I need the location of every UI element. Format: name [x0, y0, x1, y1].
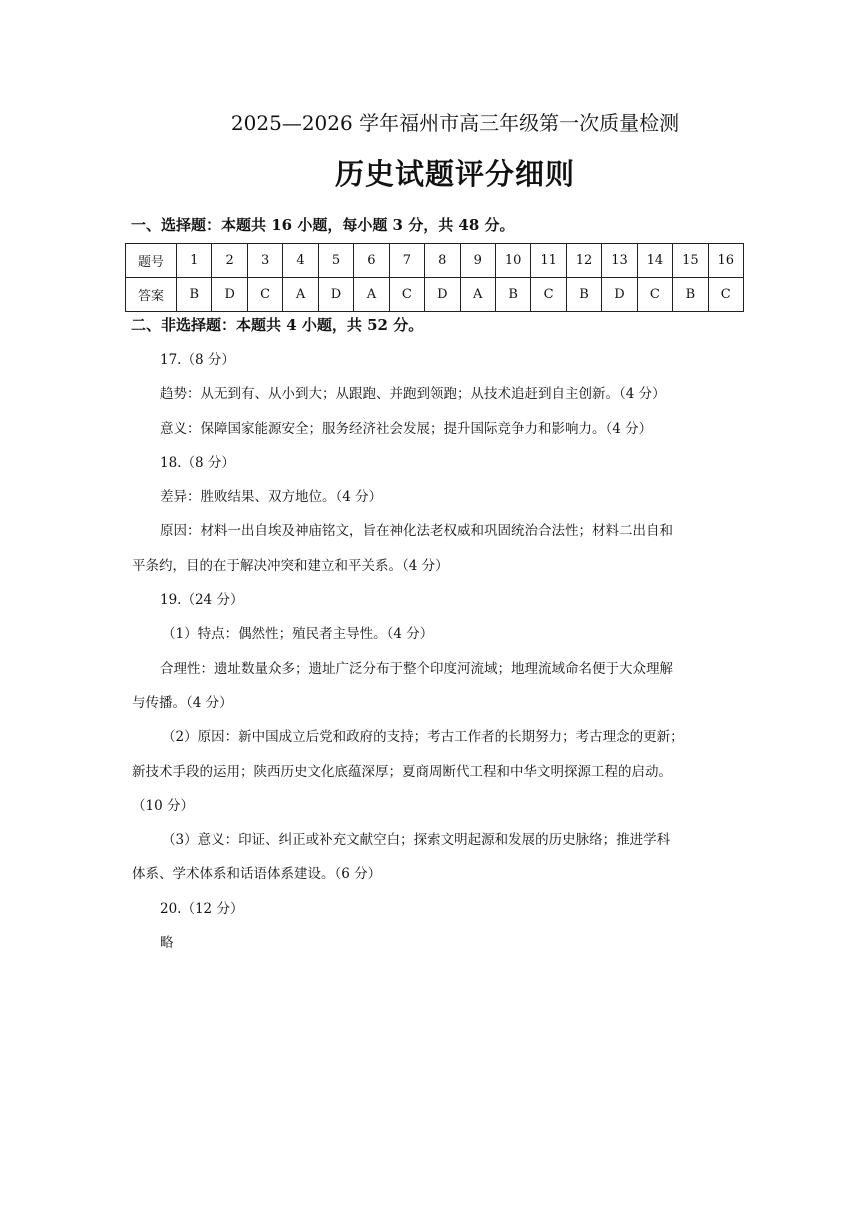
question-20-header: 20.（12 分） [160, 900, 244, 917]
table-cell: D [212, 278, 247, 312]
table-cell: B [673, 278, 708, 312]
table-cell: C [708, 278, 743, 312]
question-18-header: 18.（8 分） [160, 454, 235, 471]
section-heading-choice: 一、选择题：本题共 16 小题，每小题 3 分，共 48 分。 [131, 216, 515, 234]
table-cell: C [389, 278, 424, 312]
table-cell: 12 [566, 244, 601, 278]
answer-line: （10 分） [132, 797, 194, 814]
table-cell: A [354, 278, 389, 312]
table-cell: 7 [389, 244, 424, 278]
table-cell: 13 [602, 244, 637, 278]
table-cell: B [495, 278, 530, 312]
answer-line: 合理性：遗址数量众多；遗址广泛分布于整个印度河流域；地理流域命名便于大众理解 [160, 660, 673, 677]
answer-line: 平条约，目的在于解决冲突和建立和平关系。（4 分） [132, 557, 449, 574]
row-label-number: 题号 [126, 244, 177, 278]
answer-table [125, 243, 744, 312]
exam-title: 2025—2026 学年福州市高三年级第一次质量检测 [230, 111, 680, 135]
table-cell: B [566, 278, 601, 312]
answer-line: 与传播。（4 分） [132, 694, 233, 711]
table-cell: 14 [637, 244, 672, 278]
table-cell: 16 [708, 244, 743, 278]
answer-line: （1）特点：偶然性；殖民者主导性。（4 分） [162, 626, 434, 643]
table-cell: D [425, 278, 460, 312]
answer-line: 体系、学术体系和话语体系建设。（6 分） [132, 866, 382, 883]
table-cell: D [602, 278, 637, 312]
table-row-numbers [126, 244, 744, 278]
table-cell: A [460, 278, 495, 312]
question-17-header: 17.（8 分） [160, 352, 235, 368]
answer-line: （2）原因：新中国成立后党和政府的支持；考古工作者的长期努力；考古理念的更新； [162, 729, 684, 746]
table-cell: D [318, 278, 353, 312]
row-label-answer: 答案 [126, 278, 177, 312]
table-cell: 15 [673, 244, 708, 278]
table-cell: A [283, 278, 318, 312]
answer-line: 差异：胜败结果、双方地位。（4 分） [160, 489, 383, 506]
answer-line: 略 [160, 935, 174, 952]
document-title: 历史试题评分细则 [334, 157, 575, 191]
table-cell: B [177, 278, 212, 312]
table-cell: 2 [212, 244, 247, 278]
answer-body [132, 343, 738, 960]
table-cell: 8 [425, 244, 460, 278]
table-cell: 3 [247, 244, 282, 278]
table-cell: C [531, 278, 566, 312]
answer-line: 新技术手段的运用；陕西历史文化底蕴深厚；夏商周断代工程和中华文明探源工程的启动。 [132, 763, 672, 780]
answer-line: 意义：保障国家能源安全；服务经济社会发展；提升国际竞争力和影响力。（4 分） [160, 420, 653, 437]
table-cell: 10 [495, 244, 530, 278]
table-cell: C [247, 278, 282, 312]
table-cell: 5 [318, 244, 353, 278]
answer-line: 趋势：从无到有、从小到大；从跟跑、并跑到领跑；从技术追赶到自主创新。（4 分） [160, 386, 666, 403]
answer-line: （3）意义：印证、纠正或补充文献空白；探索文明起源和发展的历史脉络；推进学科 [162, 832, 671, 849]
table-cell: C [637, 278, 672, 312]
table-row-answers [126, 278, 744, 312]
table-cell: 4 [283, 244, 318, 278]
table-cell: 11 [531, 244, 566, 278]
table-cell: 6 [354, 244, 389, 278]
question-19-header: 19.（24 分） [160, 592, 244, 609]
section-heading-nonchoice: 二、非选择题：本题共 4 小题，共 52 分。 [131, 316, 424, 334]
answer-line: 原因：材料一出自埃及神庙铭文，旨在神化法老权威和巩固统治合法性；材料二出自和 [160, 523, 673, 540]
table-cell: 9 [460, 244, 495, 278]
table-cell: 1 [177, 244, 212, 278]
